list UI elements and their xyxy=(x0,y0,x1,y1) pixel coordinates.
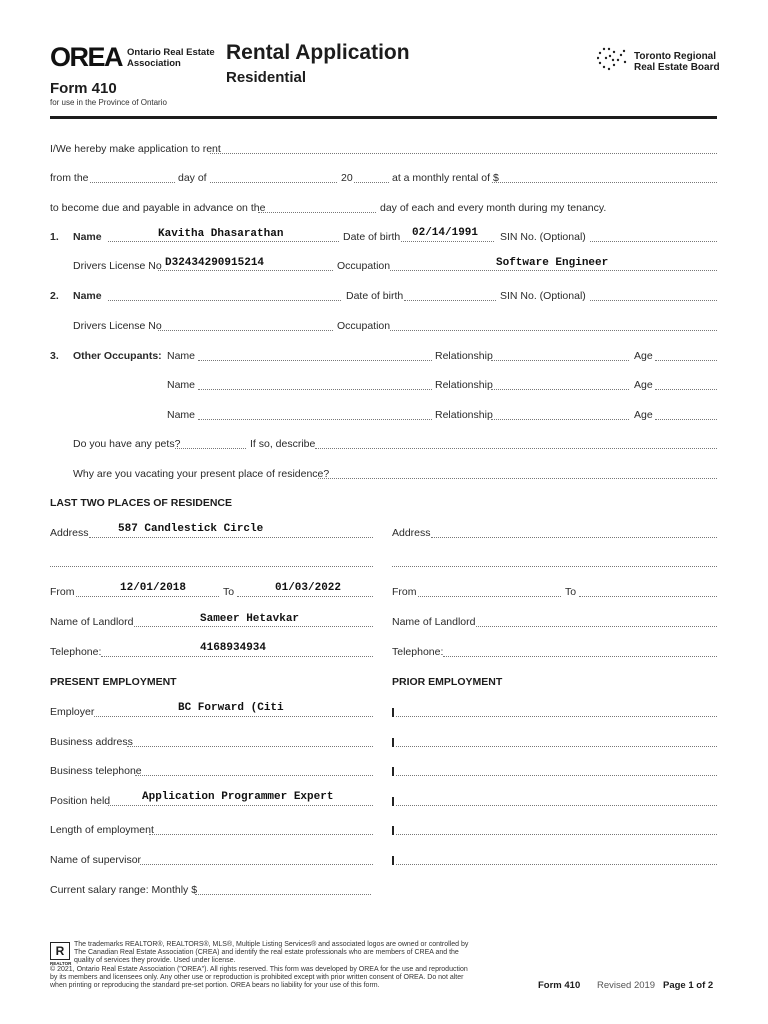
intro-line1-label: I/We hereby make application to rent xyxy=(50,143,221,155)
each-month-label: day of each and every month during my tenancy. xyxy=(380,202,607,214)
copyright-notice xyxy=(50,966,500,990)
realtor-mark: R xyxy=(50,942,70,960)
realtor-word: REALTOR xyxy=(50,961,72,966)
applicant1-occupation-label: Occupation xyxy=(337,260,391,272)
applicant2-dob-field[interactable] xyxy=(404,300,496,301)
residence2-landlord-label: Name of Landlord xyxy=(392,616,476,628)
residence2-from-label: From xyxy=(392,586,417,598)
residence1-address-value: 587 Candlestick Circle xyxy=(118,523,264,535)
occupant1-relationship-label: Relationship xyxy=(435,350,493,362)
occupant3-age-field[interactable] xyxy=(655,419,717,420)
board-name xyxy=(634,51,720,73)
prior-position-field[interactable] xyxy=(396,805,717,806)
residence1-to-field[interactable] xyxy=(237,596,373,597)
supervisor-label: Name of supervisor xyxy=(50,854,142,866)
occupant2-name-label: Name xyxy=(167,379,196,391)
start-year-field[interactable] xyxy=(354,182,389,183)
applicant1-name-value: Kavitha Dhasarathan xyxy=(158,228,284,240)
residence1-from-label: From xyxy=(50,586,75,598)
applicant1-occupation-value: Software Engineer xyxy=(496,257,609,269)
occupants-number: 3. xyxy=(50,350,59,362)
occupants-label: Other Occupants: xyxy=(73,350,162,362)
residence2-landlord-field[interactable] xyxy=(476,626,717,627)
vacating-field[interactable] xyxy=(318,478,717,479)
residence-heading: LAST TWO PLACES OF RESIDENCE xyxy=(50,497,233,509)
pets-describe-field[interactable] xyxy=(315,448,717,449)
prior-supervisor-field[interactable] xyxy=(396,864,717,865)
due-day-field[interactable] xyxy=(258,212,376,213)
prior-length-field[interactable] xyxy=(396,834,717,835)
trreb-logo-icon xyxy=(597,47,631,76)
occupant2-name-field[interactable] xyxy=(198,389,432,390)
start-month-field[interactable] xyxy=(210,182,337,183)
monthly-rental-label: at a monthly rental of $ xyxy=(392,172,499,184)
residence1-landlord-value: Sameer Hetavkar xyxy=(200,613,300,625)
footer-page-number: Page 1 of 2 xyxy=(663,980,714,991)
applicant1-license-label: Drivers License No xyxy=(73,260,162,272)
pets-question: Do you have any pets? xyxy=(73,438,181,450)
applicant2-sin-label: SIN No. (Optional) xyxy=(500,290,586,302)
residence1-address-field[interactable] xyxy=(89,537,373,538)
monthly-rental-field[interactable] xyxy=(492,182,717,183)
applicant1-occupation-field[interactable] xyxy=(390,270,717,271)
position-field[interactable] xyxy=(108,805,373,806)
realtor-logo xyxy=(50,942,70,966)
occupant2-relationship-field[interactable] xyxy=(491,389,629,390)
prior-employment-heading: PRIOR EMPLOYMENT xyxy=(392,676,503,688)
occupant2-age-label: Age xyxy=(634,379,653,391)
residence1-to-label: To xyxy=(223,586,235,598)
occupant3-name-field[interactable] xyxy=(198,419,432,420)
page-title: Rental Application xyxy=(226,41,410,64)
prior-business-address-field[interactable] xyxy=(396,746,717,747)
length-field[interactable] xyxy=(149,834,373,835)
page-subtitle: Residential xyxy=(226,69,307,86)
business-telephone-field[interactable] xyxy=(135,775,373,776)
prior-business-address-marker xyxy=(392,738,394,747)
form-number: Form 410 xyxy=(50,80,117,97)
supervisor-field[interactable] xyxy=(140,864,373,865)
prior-employer-field[interactable] xyxy=(396,716,717,717)
from-the-label: from the xyxy=(50,172,89,184)
residence1-address-label: Address xyxy=(50,527,89,539)
year-prefix-label: 20 xyxy=(341,172,353,184)
prior-employer-marker xyxy=(392,708,394,717)
residence2-address-label: Address xyxy=(392,527,431,539)
footer-form-label: Form 410 xyxy=(538,980,581,991)
residence1-telephone-field[interactable] xyxy=(101,656,373,657)
copyright-line1: © 2021, Ontario Real Estate Association ("OREA"). All rights reserved. This form was developed by OREA for the use and reproduction xyxy=(50,966,468,973)
applicant2-name-field[interactable] xyxy=(108,300,341,301)
pets-describe-label: If so, describe xyxy=(250,438,316,450)
residence2-to-label: To xyxy=(565,586,577,598)
residence1-from-value: 12/01/2018 xyxy=(120,582,187,594)
present-employment-heading: PRESENT EMPLOYMENT xyxy=(50,676,177,688)
residence1-address-line2-field[interactable] xyxy=(50,566,373,567)
residence1-from-field[interactable] xyxy=(76,596,219,597)
trademark-disclaimer xyxy=(74,941,494,965)
disclaimer-line2: The Canadian Real Estate Association (CREA) and identify the real estate professionals who are members of CREA and the xyxy=(74,949,459,956)
position-value: Application Programmer Expert xyxy=(142,791,334,803)
applicant2-dob-label: Date of birth xyxy=(346,290,404,302)
residence2-from-field[interactable] xyxy=(418,596,561,597)
applicant1-dob-value: 02/14/1991 xyxy=(412,227,479,239)
residence2-telephone-label: Telephone: xyxy=(392,646,444,658)
applicant2-license-field[interactable] xyxy=(158,330,333,331)
length-label: Length of employment xyxy=(50,824,154,836)
residence1-telephone-value: 4168934934 xyxy=(200,642,267,654)
applicant2-name-label: Name xyxy=(73,290,102,302)
occupant3-relationship-label: Relationship xyxy=(435,409,493,421)
applicant2-license-label: Drivers License No xyxy=(73,320,162,332)
pets-answer-field[interactable] xyxy=(175,448,246,449)
residence2-telephone-field[interactable] xyxy=(443,656,717,657)
applicant1-number: 1. xyxy=(50,231,59,243)
applicant1-sin-field[interactable] xyxy=(590,241,717,242)
occupant3-age-label: Age xyxy=(634,409,653,421)
prior-length-marker xyxy=(392,826,394,835)
orea-logo-text: OREA xyxy=(50,42,123,72)
orea-logo xyxy=(50,42,122,73)
applicant1-license-field[interactable] xyxy=(158,270,333,271)
applicant1-dob-label: Date of birth xyxy=(343,231,401,243)
residence1-landlord-label: Name of Landlord xyxy=(50,616,134,628)
copyright-line3: when printing or reproducing the standard pre-set portion. OREA bears no liability for your use of this form. xyxy=(50,982,380,989)
start-day-field[interactable] xyxy=(90,182,175,183)
disclaimer-line1: The trademarks REALTOR®, REALTORS®, MLS®, Multiple Listing Services® and associated logos are owned or controlled by xyxy=(74,941,469,948)
applicant1-name-field[interactable] xyxy=(108,241,339,242)
salary-label: Current salary range: Monthly $ xyxy=(50,884,198,896)
rent-property-field[interactable] xyxy=(210,153,717,154)
applicant2-number: 2. xyxy=(50,290,59,302)
occupant3-relationship-field[interactable] xyxy=(491,419,629,420)
applicant2-sin-field[interactable] xyxy=(590,300,717,301)
prior-business-telephone-field[interactable] xyxy=(396,775,717,776)
occupant2-relationship-label: Relationship xyxy=(435,379,493,391)
residence2-address-line2-field[interactable] xyxy=(392,566,717,567)
employer-value: BC Forward (Citi xyxy=(178,702,284,714)
applicant1-license-value: D32434290915214 xyxy=(165,257,265,269)
occupant1-name-field[interactable] xyxy=(198,360,432,361)
occupant1-name-label: Name xyxy=(167,350,196,362)
prior-supervisor-marker xyxy=(392,856,394,865)
salary-field[interactable] xyxy=(195,894,371,895)
due-label: to become due and payable in advance on the xyxy=(50,202,266,214)
residence1-to-value: 01/03/2022 xyxy=(275,582,342,594)
disclaimer-line3: quality of services they provide. Used under license. xyxy=(74,957,236,964)
business-telephone-label: Business telephone xyxy=(50,765,142,777)
applicant1-dob-field[interactable] xyxy=(401,241,494,242)
residence2-address-field[interactable] xyxy=(431,537,717,538)
business-address-field[interactable] xyxy=(127,746,373,747)
footer-revised: Revised 2019 xyxy=(597,980,656,991)
org-name xyxy=(127,47,215,69)
form-subtitle: for use in the Province of Ontario xyxy=(50,98,167,107)
applicant1-sin-label: SIN No. (Optional) xyxy=(500,231,586,243)
board-name-line1: Toronto Regional xyxy=(634,51,717,62)
residence1-telephone-label: Telephone: xyxy=(50,646,102,658)
occupant1-age-label: Age xyxy=(634,350,653,362)
vacating-question: Why are you vacating your present place of residence? xyxy=(73,468,330,480)
business-address-label: Business address xyxy=(50,736,133,748)
occupant2-age-field[interactable] xyxy=(655,389,717,390)
day-of-label: day of xyxy=(178,172,207,184)
copyright-line2: by its members and licensees only. Any other use or reproduction is prohibited except with prior written consent of OREA. Do not alter xyxy=(50,974,464,981)
residence1-landlord-field[interactable] xyxy=(134,626,373,627)
occupant1-relationship-field[interactable] xyxy=(491,360,629,361)
applicant1-name-label: Name xyxy=(73,231,102,243)
residence2-to-field[interactable] xyxy=(579,596,717,597)
prior-position-marker xyxy=(392,797,394,806)
occupant1-age-field[interactable] xyxy=(655,360,717,361)
org-name-line1: Ontario Real Estate xyxy=(127,47,215,58)
header-rule xyxy=(50,116,717,119)
applicant2-occupation-field[interactable] xyxy=(390,330,717,331)
org-name-line2: Association xyxy=(127,58,181,69)
employer-label: Employer xyxy=(50,706,95,718)
employer-field[interactable] xyxy=(94,716,373,717)
position-label: Position held xyxy=(50,795,111,807)
occupant3-name-label: Name xyxy=(167,409,196,421)
applicant2-occupation-label: Occupation xyxy=(337,320,391,332)
board-name-line2: Real Estate Board xyxy=(634,62,720,73)
prior-business-telephone-marker xyxy=(392,767,394,776)
